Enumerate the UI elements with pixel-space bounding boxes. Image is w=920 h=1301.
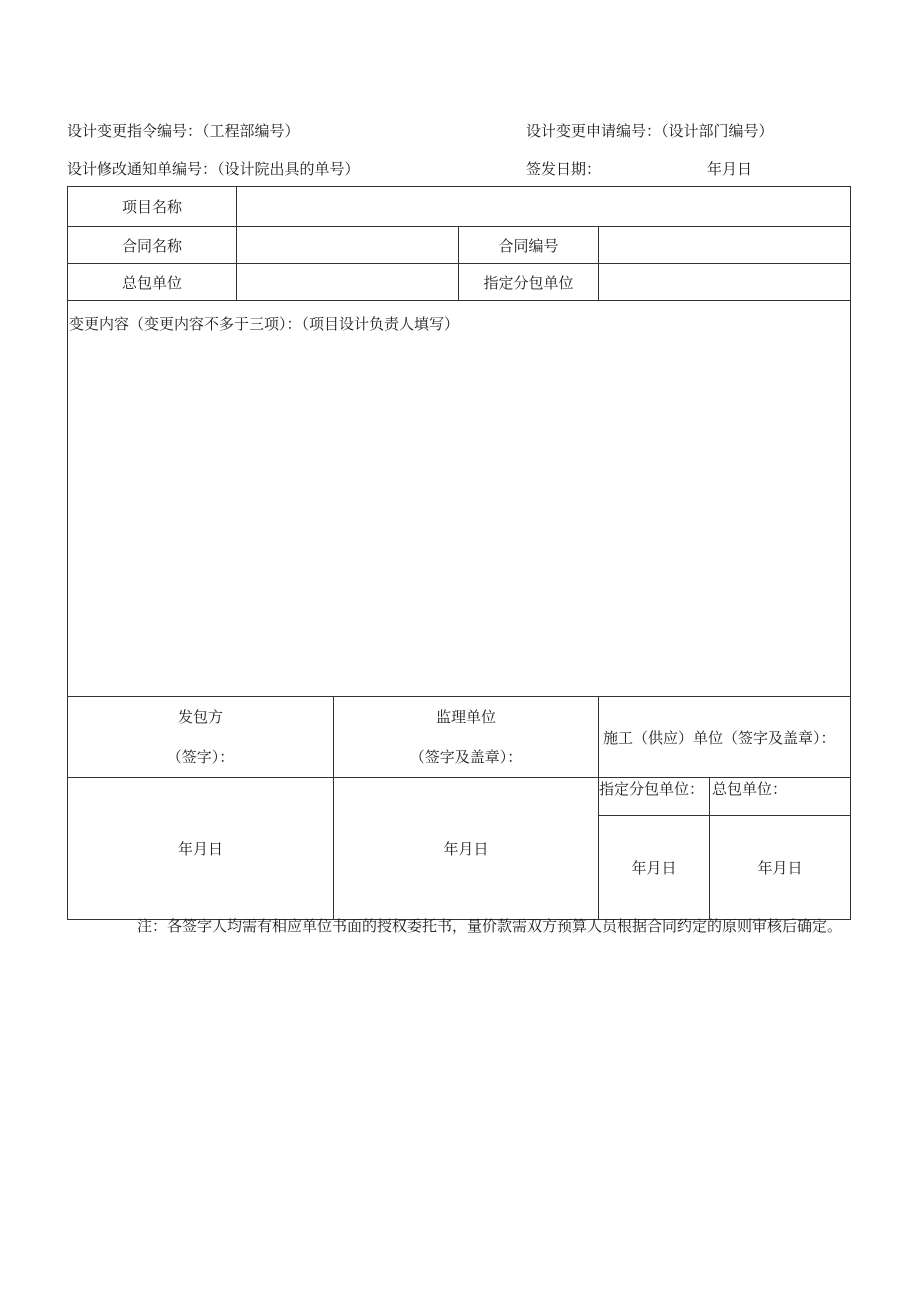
designated-subcontractor-sign-date[interactable]: 年月日 [599,816,710,920]
project-name-label: 项目名称 [68,187,237,227]
change-order-number: 设计变更指令编号：（工程部编号） [67,122,300,140]
supervisor-signature-header [334,697,599,778]
contract-number-field[interactable] [599,227,851,264]
employer-sign-label: （签字）： [166,748,235,766]
designated-subcontractor-label: 指定分包单位 [459,264,599,301]
general-contractor-sign-date[interactable]: 年月日 [710,816,851,920]
design-notice-number: 设计修改通知单编号：（设计院出具的单号） [67,160,360,178]
supervisor-title: 监理单位 [435,708,496,726]
issue-date-label: 签发日期： [526,160,602,178]
employer-title: 发包方 [177,708,223,726]
contract-name-label: 合同名称 [68,227,237,264]
issue-date-value: 年月日 [707,160,753,178]
change-content-area[interactable] [68,301,851,697]
designated-subcontractor-sign-label: 指定分包单位： [599,778,710,816]
project-name-field[interactable] [237,187,851,227]
contract-name-field[interactable] [237,227,459,264]
footnote: 注：各签字人均需有相应单位书面的授权委托书，量价款需双方预算人员根据合同约定的原则审核后确定。 [137,917,843,935]
employer-signature-date[interactable]: 年月日 [68,778,334,920]
general-contractor-sign-label: 总包单位： [710,778,851,816]
contract-number-label: 合同编号 [459,227,599,264]
constructor-signature-header: 施工（供应）单位（签字及盖章）： [599,697,851,778]
general-contractor-field[interactable] [237,264,459,301]
design-change-form-table [67,186,851,920]
supervisor-sign-label: （签字及盖章）： [409,748,523,766]
designated-subcontractor-field[interactable] [599,264,851,301]
change-content-label: 变更内容（变更内容不多于三项）：（项目设计负责人填写） [69,315,460,333]
supervisor-signature-date[interactable]: 年月日 [334,778,599,920]
change-request-number: 设计变更申请编号：（设计部门编号） [526,122,774,140]
general-contractor-label: 总包单位 [68,264,237,301]
employer-signature-header [68,697,334,778]
